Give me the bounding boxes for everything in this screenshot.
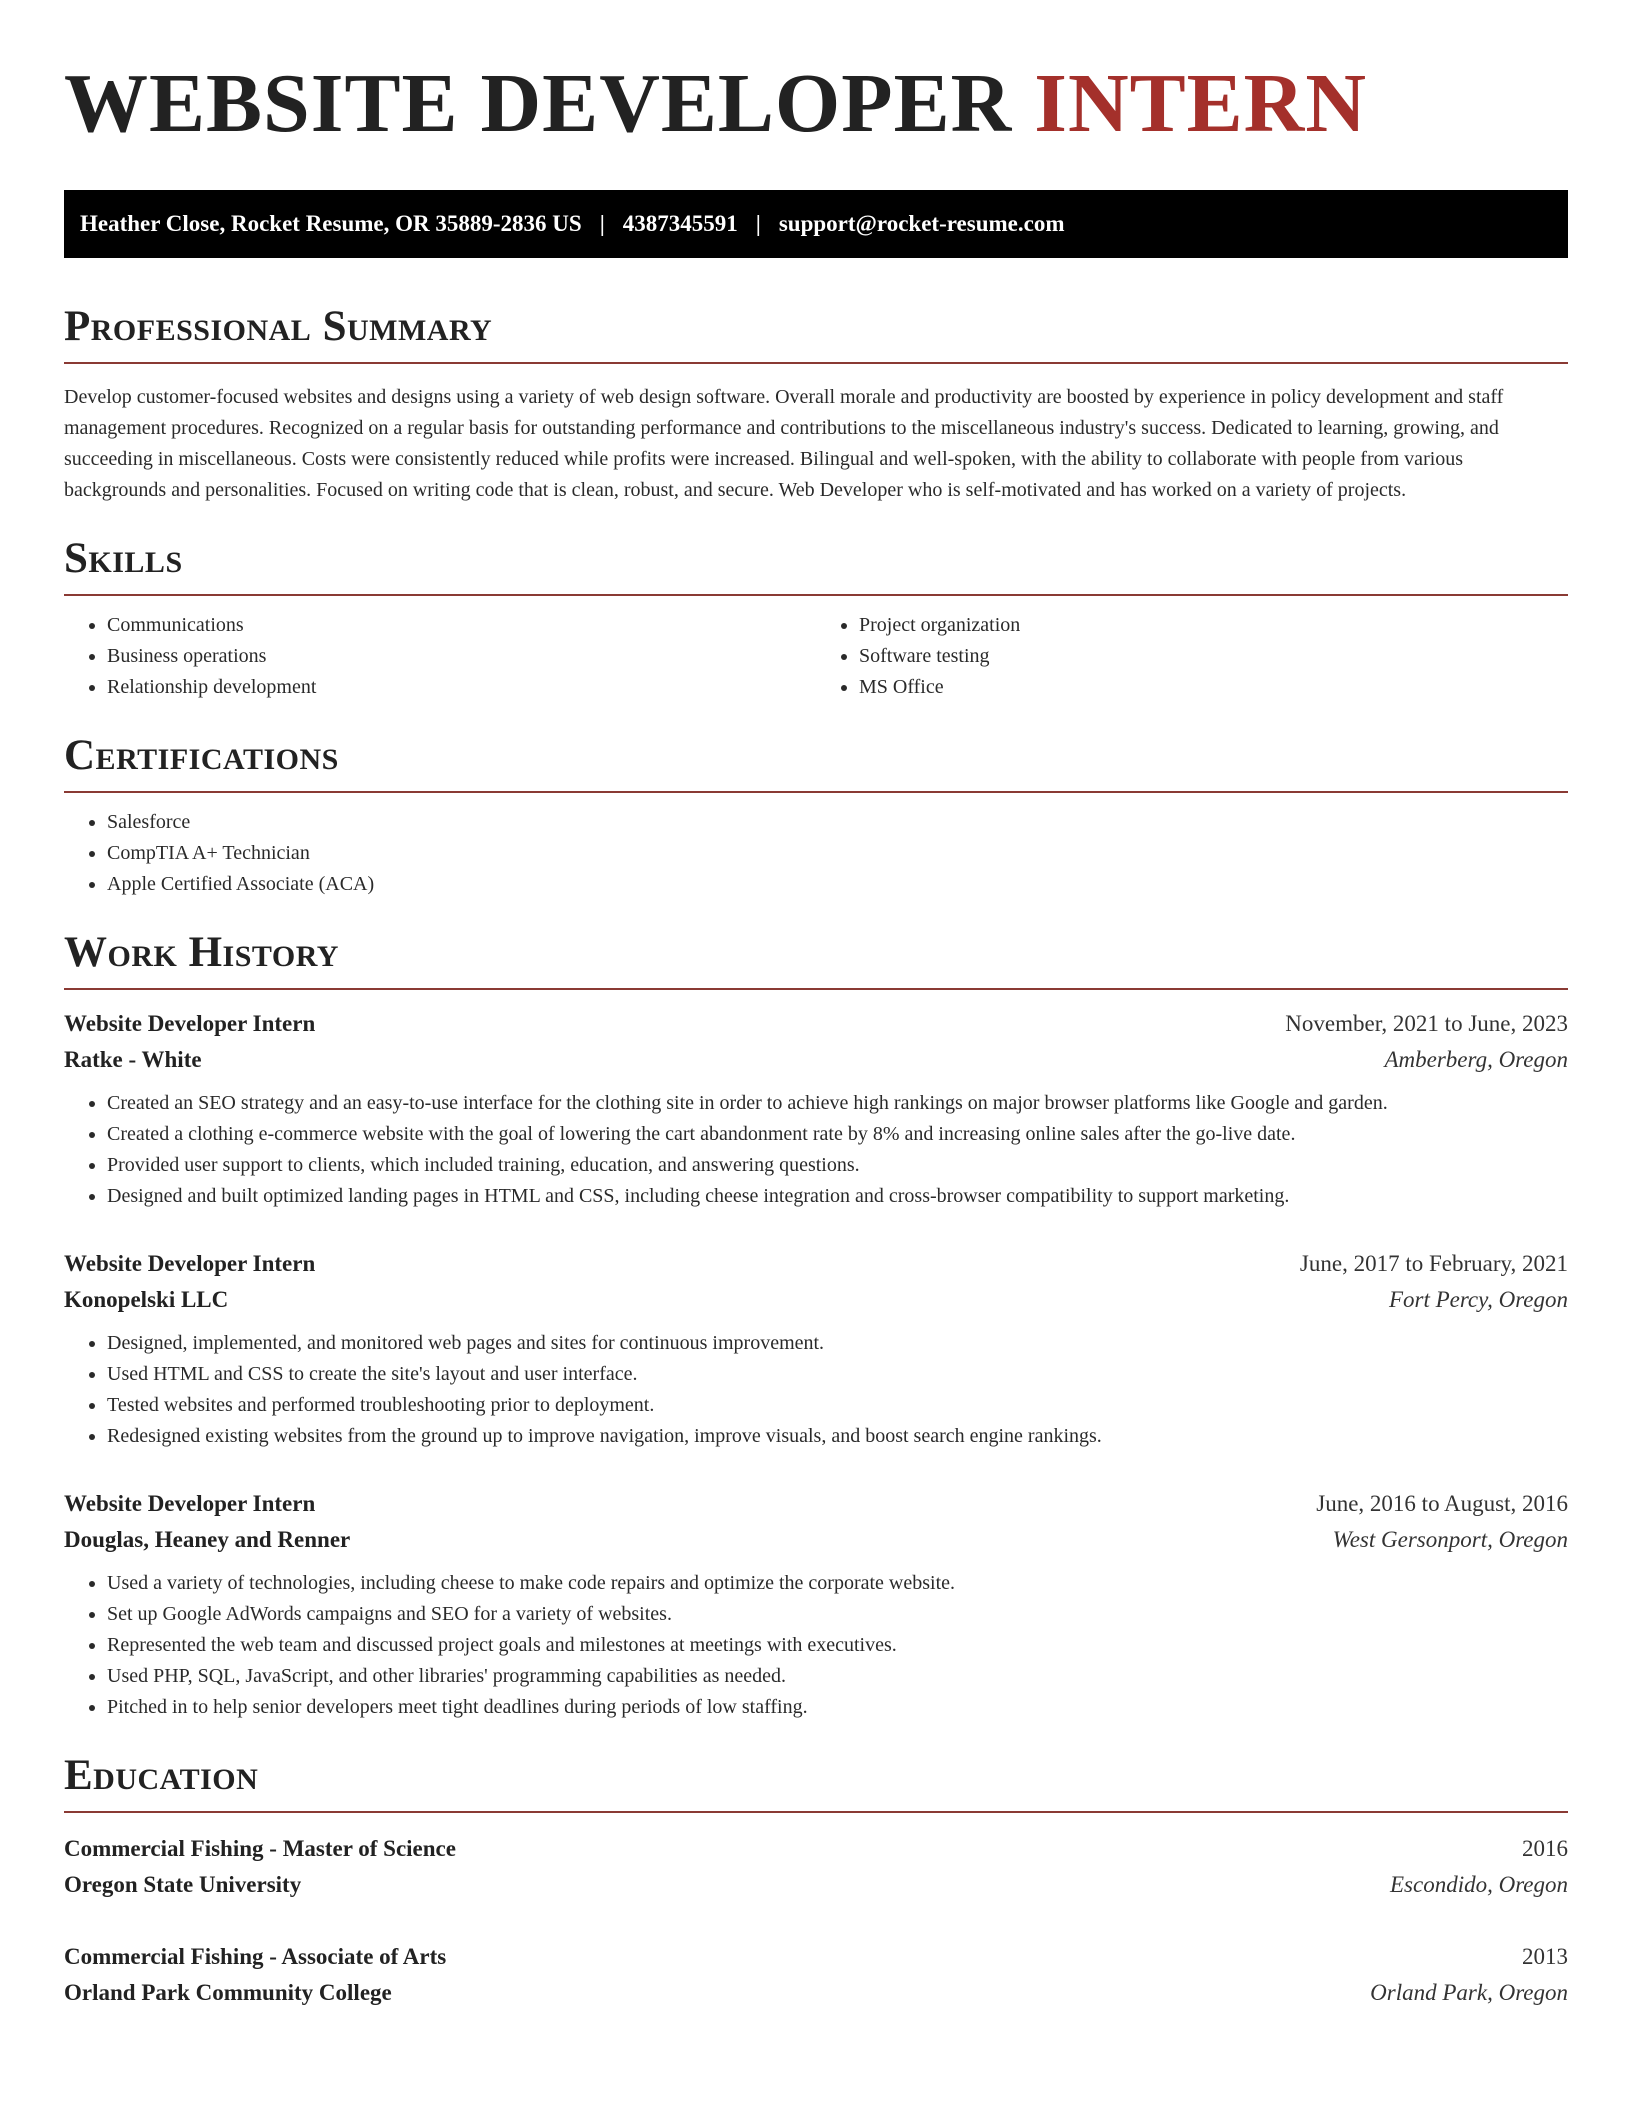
certifications-section (64, 731, 1568, 900)
job-bullets (64, 1328, 1568, 1452)
skill-item: • Software testing (859, 641, 1568, 672)
education-location: Orland Park, Oregon (1370, 1980, 1568, 2005)
job-location: Amberberg, Oregon (1384, 1047, 1568, 1072)
certification-item: • Apple Certified Associate (ACA) (107, 869, 1568, 900)
job-location: Fort Percy, Oregon (1388, 1287, 1568, 1312)
job-company: Ratke - White (64, 1047, 202, 1072)
education-school: Orland Park Community College (64, 1980, 392, 2005)
section-divider (64, 988, 1568, 990)
job-title-row (64, 1486, 1568, 1522)
contact-address: Heather Close, Rocket Resume, OR 35889-2836 US (80, 211, 582, 236)
section-heading: Work History (64, 929, 339, 976)
skills-grid (64, 610, 1568, 703)
education-location: Escondido, Oregon (1389, 1872, 1568, 1897)
job-bullet: • Pitched in to help senior developers meet tight deadlines during periods of low staffing. (107, 1692, 1568, 1723)
title-accent: INTERN (1034, 57, 1367, 150)
job-bullet: • Used a variety of technologies, including cheese to make code repairs and optimize the corporate website. (107, 1568, 1568, 1599)
education-entry (64, 1831, 1568, 1903)
education-degree: Commercial Fishing - Master of Science (64, 1836, 456, 1861)
skill-item: • Project organization (859, 610, 1568, 641)
section-heading: Education (64, 1752, 259, 1799)
education-school-row (64, 1975, 1568, 2011)
contact-bar (64, 190, 1568, 258)
contact-separator: | (599, 211, 605, 236)
section-divider (64, 362, 1568, 364)
education-degree: Commercial Fishing - Associate of Arts (64, 1944, 447, 1969)
job-entry (64, 1486, 1568, 1723)
certification-item: • Salesforce (107, 807, 1568, 838)
job-location: West Gersonport, Oregon (1332, 1527, 1568, 1552)
skill-item: • MS Office (859, 672, 1568, 703)
skills-list-right (816, 610, 1568, 703)
job-title: Website Developer Intern (64, 1491, 316, 1516)
section-divider (64, 594, 1568, 596)
title-main: WEBSITE DEVELOPER (64, 57, 1013, 150)
job-bullet: • Provided user support to clients, which included training, education, and answering questions. (107, 1150, 1568, 1181)
job-bullet: • Designed and built optimized landing pages in HTML and CSS, including cheese integration and cross-browser compatibility to support marketing. (107, 1181, 1568, 1212)
job-bullet: • Created a clothing e-commerce website with the goal of lowering the cart abandonment rate by 8% and increasing online sales after the go-live date. (107, 1119, 1568, 1150)
job-bullets (64, 1088, 1568, 1212)
resume-title (64, 57, 1568, 150)
work-history-section (64, 928, 1568, 1723)
education-degree-row (64, 1939, 1568, 1975)
education-entry (64, 1939, 1568, 2011)
education-section (64, 1751, 1568, 2011)
education-school-row (64, 1867, 1568, 1903)
job-title-row (64, 1006, 1568, 1042)
job-company-row (64, 1522, 1568, 1558)
job-entry (64, 1246, 1568, 1452)
summary-text: Develop customer-focused websites and designs using a variety of web design software. Overall morale and productivity are boosted by experience in policy development and staff management procedures. Recognized on a regular basis for outstanding performance and contributions to the miscellaneous industry's success. Dedicated to learning, growing, and succeeding in miscellaneous. Costs were consistently reduced while profits were increased. Bilingual and well-spoken, with the ability to collaborate with people from various backgrounds and personalities. Focused on writing code that is clean, robust, and secure. Web Developer who is self-motivated and has worked on a variety of projects. (64, 386, 1504, 501)
job-dates: November, 2021 to June, 2023 (1285, 1011, 1568, 1036)
job-company-row (64, 1042, 1568, 1078)
contact-separator: | (755, 211, 761, 236)
skills-section (64, 534, 1568, 703)
job-bullets (64, 1568, 1568, 1723)
job-title: Website Developer Intern (64, 1251, 316, 1276)
contact-phone: 4387345591 (622, 211, 738, 236)
certifications-list (64, 807, 1568, 900)
job-bullet: • Set up Google AdWords campaigns and SEO for a variety of websites. (107, 1599, 1568, 1630)
job-title-row (64, 1246, 1568, 1282)
job-bullet: • Redesigned existing websites from the ground up to improve navigation, improve visuals, and boost search engine rankings. (107, 1421, 1568, 1452)
education-year: 2013 (1522, 1944, 1568, 1969)
education-degree-row (64, 1831, 1568, 1867)
job-company: Douglas, Heaney and Renner (64, 1527, 351, 1552)
education-year: 2016 (1522, 1836, 1568, 1861)
summary-section (64, 302, 1568, 506)
section-heading: Certifications (64, 732, 339, 779)
skill-item: • Communications (107, 610, 816, 641)
skill-item: • Relationship development (107, 672, 816, 703)
section-divider (64, 1811, 1568, 1813)
job-dates: June, 2016 to August, 2016 (1316, 1491, 1568, 1516)
job-dates: June, 2017 to February, 2021 (1299, 1251, 1568, 1276)
certification-item: • CompTIA A+ Technician (107, 838, 1568, 869)
job-bullet: • Used HTML and CSS to create the site's layout and user interface. (107, 1359, 1568, 1390)
section-divider (64, 791, 1568, 793)
job-entry (64, 1006, 1568, 1212)
job-bullet: • Represented the web team and discussed project goals and milestones at meetings with executives. (107, 1630, 1568, 1661)
section-heading: Skills (64, 535, 183, 582)
job-bullet: • Created an SEO strategy and an easy-to-use interface for the clothing site in order to achieve high rankings on major browser platforms like Google and garden. (107, 1088, 1568, 1119)
skills-list-left (64, 610, 816, 703)
section-heading: Professional Summary (64, 303, 493, 350)
education-school: Oregon State University (64, 1872, 302, 1897)
job-bullet: • Used PHP, SQL, JavaScript, and other libraries' programming capabilities as needed. (107, 1661, 1568, 1692)
job-company-row (64, 1282, 1568, 1318)
job-bullet: • Tested websites and performed troubleshooting prior to deployment. (107, 1390, 1568, 1421)
skill-item: • Business operations (107, 641, 816, 672)
job-title: Website Developer Intern (64, 1011, 316, 1036)
job-company: Konopelski LLC (64, 1287, 229, 1312)
contact-email: support@rocket-resume.com (778, 211, 1065, 236)
job-bullet: • Designed, implemented, and monitored web pages and sites for continuous improvement. (107, 1328, 1568, 1359)
